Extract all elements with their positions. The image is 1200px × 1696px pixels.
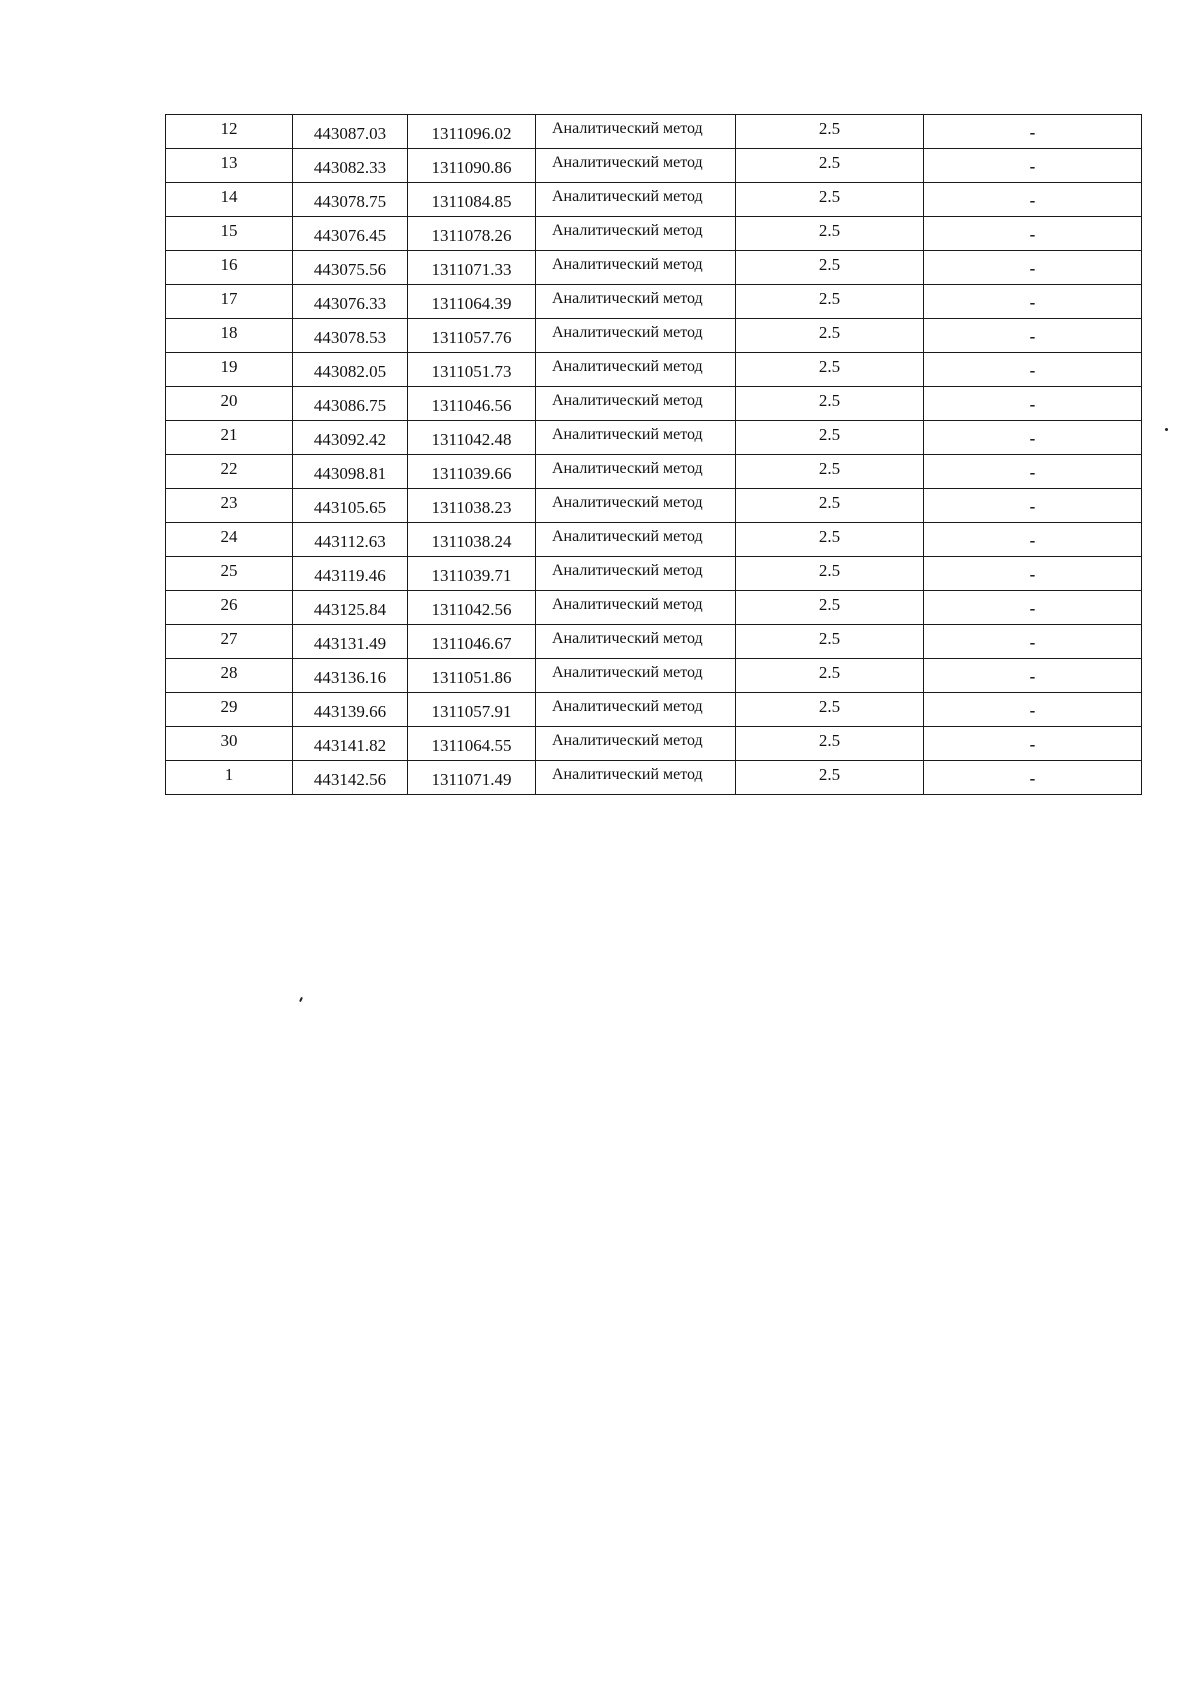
y-coordinate-cell: 1311057.76 <box>408 319 536 353</box>
table-row <box>166 353 1142 387</box>
point-number-cell: 16 <box>166 251 293 285</box>
x-coordinate-cell: 443139.66 <box>293 693 408 727</box>
method-cell: Аналитический метод <box>536 455 736 489</box>
coordinates-table-body <box>166 115 1142 795</box>
x-coordinate-cell: 443125.84 <box>293 591 408 625</box>
table-row <box>166 693 1142 727</box>
point-number-cell: 18 <box>166 319 293 353</box>
accuracy-cell: 2.5 <box>736 693 924 727</box>
table-row <box>166 387 1142 421</box>
note-cell: - <box>924 353 1142 387</box>
accuracy-cell: 2.5 <box>736 285 924 319</box>
y-coordinate-cell: 1311057.91 <box>408 693 536 727</box>
y-coordinate-cell: 1311084.85 <box>408 183 536 217</box>
y-coordinate-cell: 1311064.55 <box>408 727 536 761</box>
x-coordinate-cell: 443082.33 <box>293 149 408 183</box>
note-cell: - <box>924 251 1142 285</box>
point-number-cell: 22 <box>166 455 293 489</box>
x-coordinate-cell: 443112.63 <box>293 523 408 557</box>
table-row <box>166 625 1142 659</box>
table-row <box>166 149 1142 183</box>
note-cell: - <box>924 489 1142 523</box>
method-cell: Аналитический метод <box>536 489 736 523</box>
y-coordinate-cell: 1311051.86 <box>408 659 536 693</box>
note-cell: - <box>924 183 1142 217</box>
method-cell: Аналитический метод <box>536 183 736 217</box>
note-cell: - <box>924 149 1142 183</box>
note-cell: - <box>924 727 1142 761</box>
point-number-cell: 15 <box>166 217 293 251</box>
point-number-cell: 14 <box>166 183 293 217</box>
x-coordinate-cell: 443105.65 <box>293 489 408 523</box>
point-number-cell: 24 <box>166 523 293 557</box>
x-coordinate-cell: 443075.56 <box>293 251 408 285</box>
note-cell: - <box>924 319 1142 353</box>
x-coordinate-cell: 443098.81 <box>293 455 408 489</box>
method-cell: Аналитический метод <box>536 625 736 659</box>
point-number-cell: 17 <box>166 285 293 319</box>
method-cell: Аналитический метод <box>536 387 736 421</box>
accuracy-cell: 2.5 <box>736 149 924 183</box>
y-coordinate-cell: 1311042.56 <box>408 591 536 625</box>
point-number-cell: 20 <box>166 387 293 421</box>
x-coordinate-cell: 443086.75 <box>293 387 408 421</box>
method-cell: Аналитический метод <box>536 319 736 353</box>
table-row <box>166 489 1142 523</box>
point-number-cell: 1 <box>166 761 293 795</box>
table-row <box>166 659 1142 693</box>
point-number-cell: 26 <box>166 591 293 625</box>
table-row <box>166 285 1142 319</box>
accuracy-cell: 2.5 <box>736 455 924 489</box>
accuracy-cell: 2.5 <box>736 591 924 625</box>
point-number-cell: 23 <box>166 489 293 523</box>
accuracy-cell: 2.5 <box>736 319 924 353</box>
method-cell: Аналитический метод <box>536 523 736 557</box>
table-row <box>166 115 1142 149</box>
note-cell: - <box>924 285 1142 319</box>
accuracy-cell: 2.5 <box>736 115 924 149</box>
y-coordinate-cell: 1311096.02 <box>408 115 536 149</box>
method-cell: Аналитический метод <box>536 659 736 693</box>
accuracy-cell: 2.5 <box>736 625 924 659</box>
note-cell: - <box>924 387 1142 421</box>
y-coordinate-cell: 1311046.56 <box>408 387 536 421</box>
point-number-cell: 30 <box>166 727 293 761</box>
method-cell: Аналитический метод <box>536 693 736 727</box>
method-cell: Аналитический метод <box>536 591 736 625</box>
scan-speck <box>1165 428 1168 431</box>
x-coordinate-cell: 443119.46 <box>293 557 408 591</box>
x-coordinate-cell: 443087.03 <box>293 115 408 149</box>
x-coordinate-cell: 443076.33 <box>293 285 408 319</box>
x-coordinate-cell: 443131.49 <box>293 625 408 659</box>
table-row <box>166 557 1142 591</box>
note-cell: - <box>924 591 1142 625</box>
point-number-cell: 29 <box>166 693 293 727</box>
method-cell: Аналитический метод <box>536 727 736 761</box>
accuracy-cell: 2.5 <box>736 659 924 693</box>
accuracy-cell: 2.5 <box>736 421 924 455</box>
accuracy-cell: 2.5 <box>736 183 924 217</box>
point-number-cell: 12 <box>166 115 293 149</box>
method-cell: Аналитический метод <box>536 149 736 183</box>
y-coordinate-cell: 1311071.49 <box>408 761 536 795</box>
accuracy-cell: 2.5 <box>736 353 924 387</box>
accuracy-cell: 2.5 <box>736 217 924 251</box>
y-coordinate-cell: 1311090.86 <box>408 149 536 183</box>
method-cell: Аналитический метод <box>536 285 736 319</box>
table-row <box>166 183 1142 217</box>
accuracy-cell: 2.5 <box>736 557 924 591</box>
note-cell: - <box>924 693 1142 727</box>
x-coordinate-cell: 443078.75 <box>293 183 408 217</box>
x-coordinate-cell: 443082.05 <box>293 353 408 387</box>
y-coordinate-cell: 1311046.67 <box>408 625 536 659</box>
accuracy-cell: 2.5 <box>736 387 924 421</box>
point-number-cell: 19 <box>166 353 293 387</box>
x-coordinate-cell: 443136.16 <box>293 659 408 693</box>
y-coordinate-cell: 1311051.73 <box>408 353 536 387</box>
note-cell: - <box>924 557 1142 591</box>
method-cell: Аналитический метод <box>536 421 736 455</box>
y-coordinate-cell: 1311064.39 <box>408 285 536 319</box>
table-row <box>166 591 1142 625</box>
point-number-cell: 13 <box>166 149 293 183</box>
note-cell: - <box>924 455 1142 489</box>
method-cell: Аналитический метод <box>536 115 736 149</box>
note-cell: - <box>924 761 1142 795</box>
method-cell: Аналитический метод <box>536 761 736 795</box>
table-row <box>166 523 1142 557</box>
note-cell: - <box>924 523 1142 557</box>
x-coordinate-cell: 443141.82 <box>293 727 408 761</box>
table-row <box>166 455 1142 489</box>
y-coordinate-cell: 1311042.48 <box>408 421 536 455</box>
y-coordinate-cell: 1311039.71 <box>408 557 536 591</box>
y-coordinate-cell: 1311071.33 <box>408 251 536 285</box>
accuracy-cell: 2.5 <box>736 251 924 285</box>
x-coordinate-cell: 443078.53 <box>293 319 408 353</box>
note-cell: - <box>924 115 1142 149</box>
scan-speck <box>299 997 303 1002</box>
point-number-cell: 25 <box>166 557 293 591</box>
point-number-cell: 27 <box>166 625 293 659</box>
table-row <box>166 217 1142 251</box>
x-coordinate-cell: 443142.56 <box>293 761 408 795</box>
accuracy-cell: 2.5 <box>736 727 924 761</box>
y-coordinate-cell: 1311038.23 <box>408 489 536 523</box>
point-number-cell: 21 <box>166 421 293 455</box>
coordinates-table <box>165 114 1142 795</box>
table-row <box>166 251 1142 285</box>
note-cell: - <box>924 217 1142 251</box>
point-number-cell: 28 <box>166 659 293 693</box>
note-cell: - <box>924 659 1142 693</box>
table-row <box>166 727 1142 761</box>
table-row <box>166 421 1142 455</box>
note-cell: - <box>924 421 1142 455</box>
y-coordinate-cell: 1311038.24 <box>408 523 536 557</box>
y-coordinate-cell: 1311078.26 <box>408 217 536 251</box>
method-cell: Аналитический метод <box>536 251 736 285</box>
table-row <box>166 761 1142 795</box>
method-cell: Аналитический метод <box>536 353 736 387</box>
x-coordinate-cell: 443076.45 <box>293 217 408 251</box>
x-coordinate-cell: 443092.42 <box>293 421 408 455</box>
accuracy-cell: 2.5 <box>736 489 924 523</box>
accuracy-cell: 2.5 <box>736 761 924 795</box>
accuracy-cell: 2.5 <box>736 523 924 557</box>
y-coordinate-cell: 1311039.66 <box>408 455 536 489</box>
method-cell: Аналитический метод <box>536 217 736 251</box>
table-row <box>166 319 1142 353</box>
method-cell: Аналитический метод <box>536 557 736 591</box>
note-cell: - <box>924 625 1142 659</box>
